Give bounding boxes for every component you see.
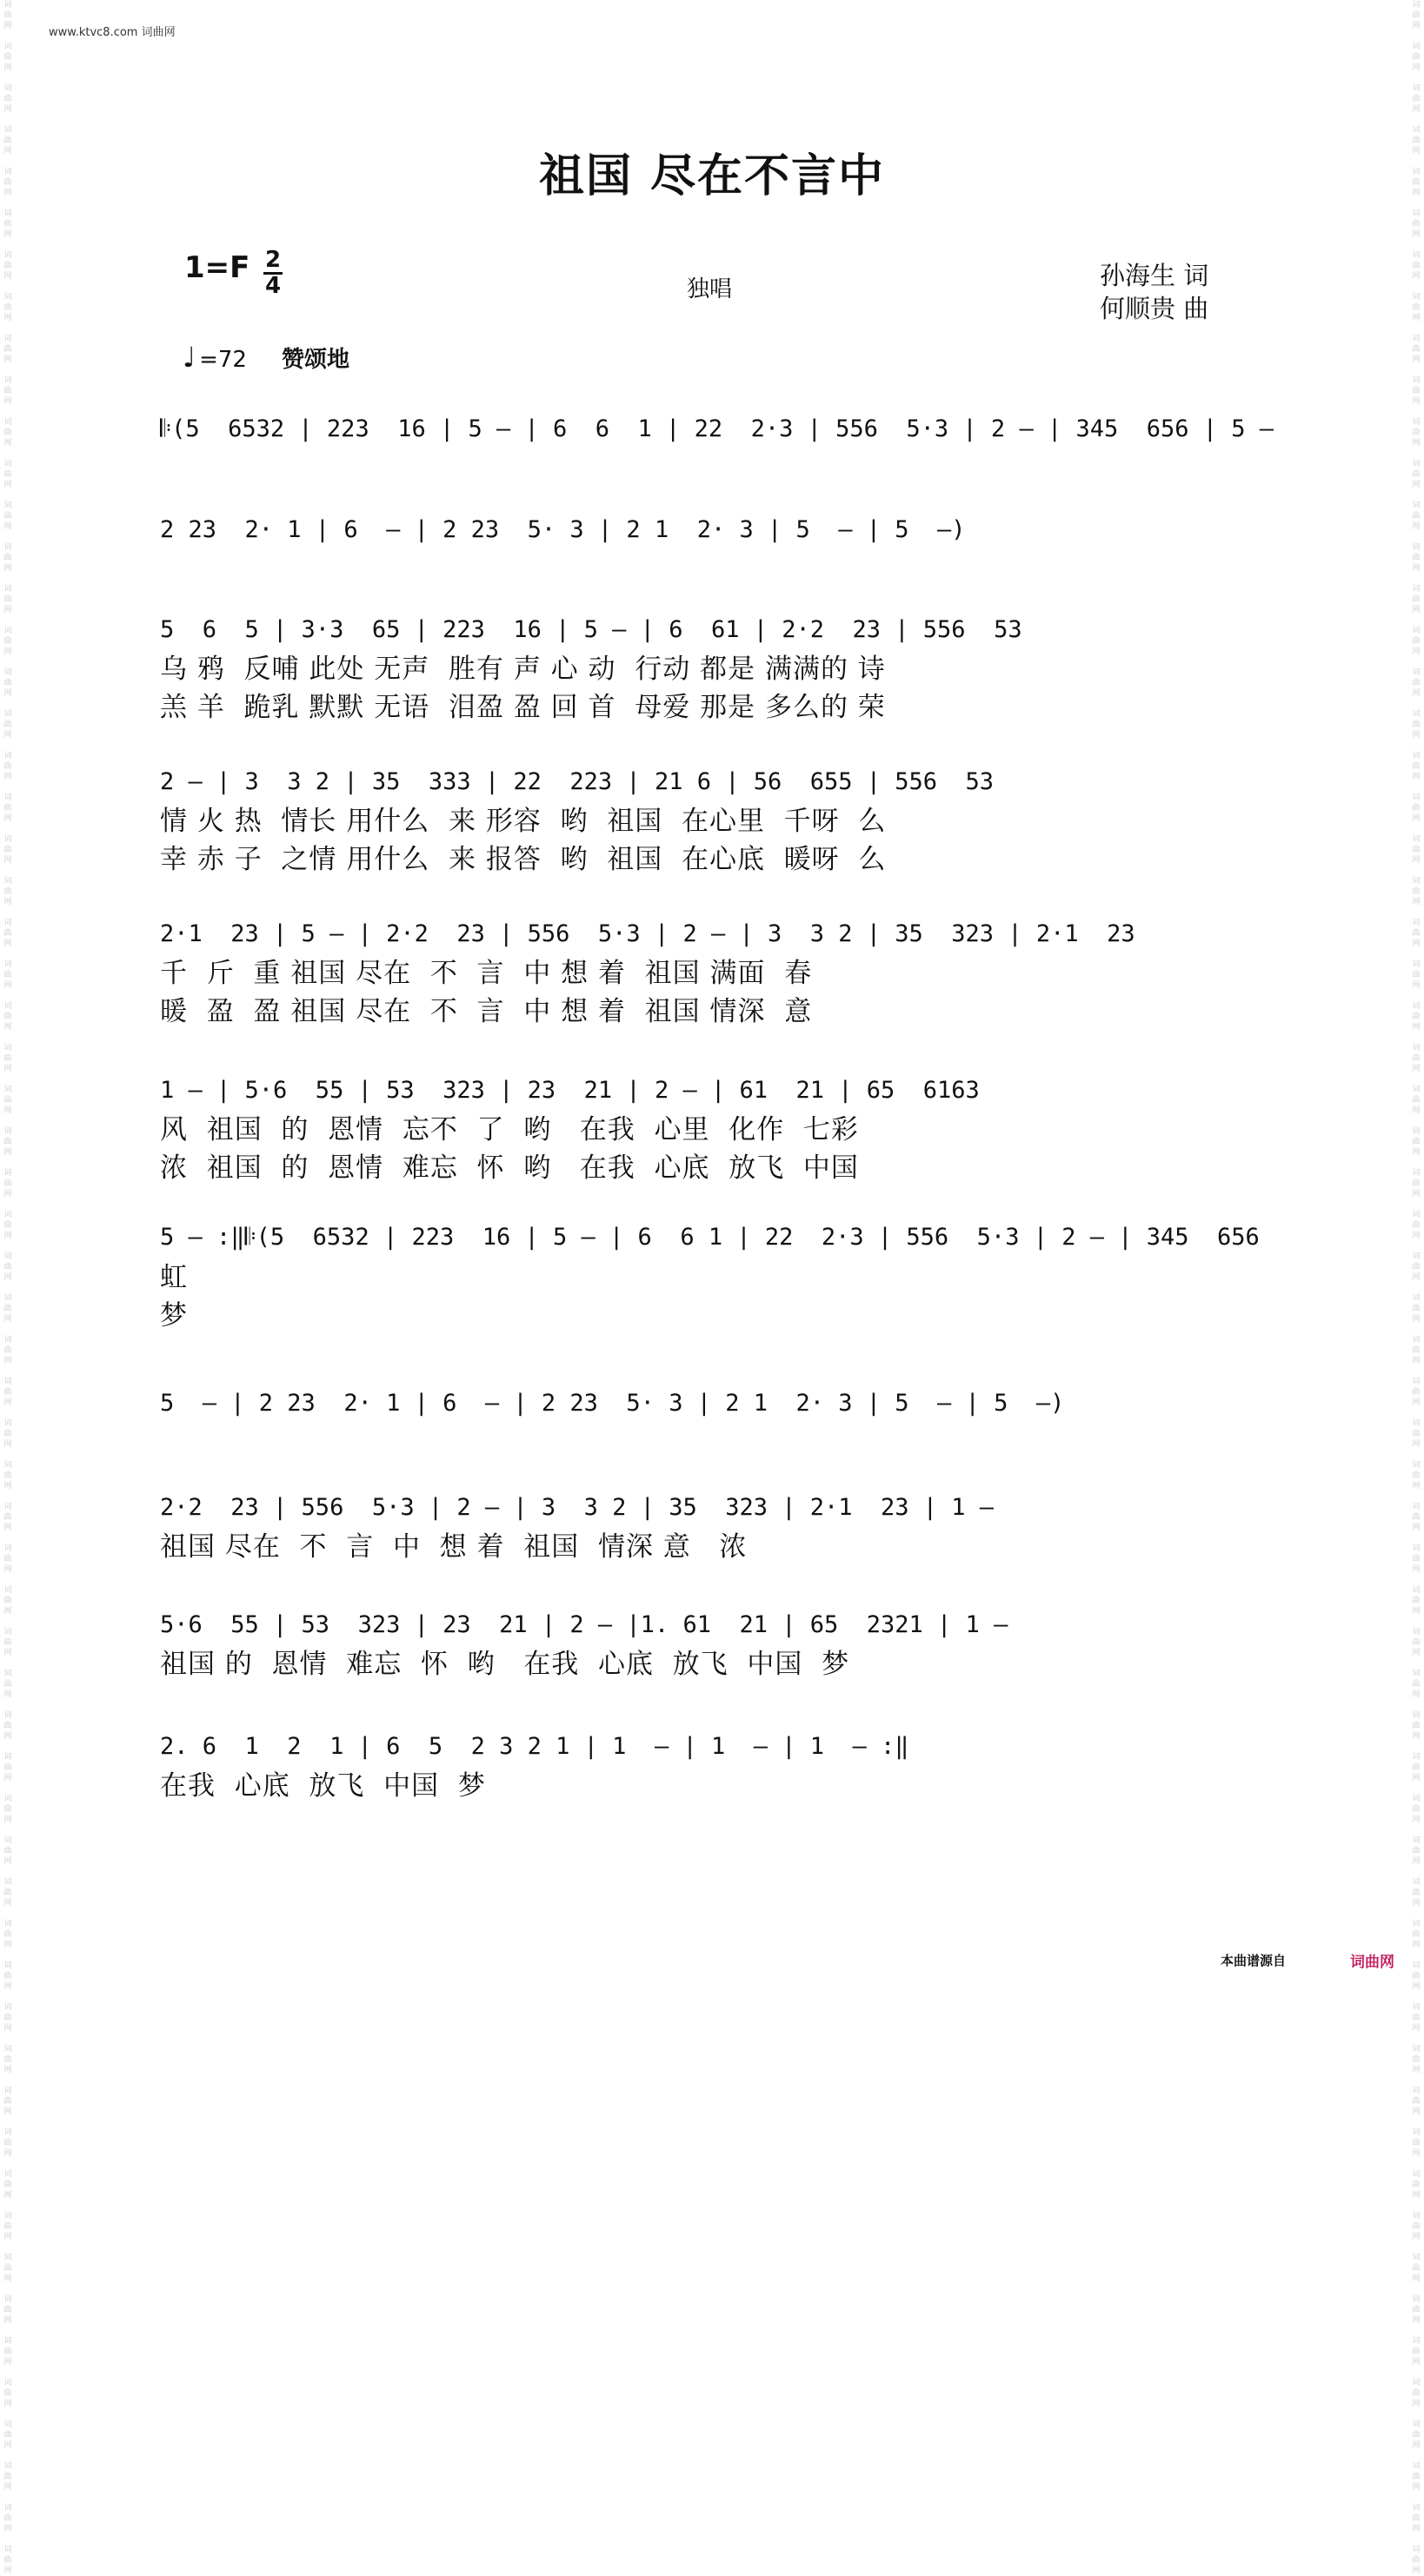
score-system — [160, 1069, 1268, 1187]
credits — [1100, 259, 1208, 325]
tempo-marking — [183, 341, 349, 374]
quarter-note-icon: ♩ — [183, 341, 196, 374]
composer: 何顺贵 曲 — [1100, 294, 1209, 323]
time-signature — [263, 249, 283, 298]
notation-line: 5 – | 2 23 2· 1 | 6 – | 2 23 5· 3 | 2 1 2· 3 | 5 – | 5 –) — [160, 1389, 1065, 1417]
site-url[interactable]: www.ktvc8.com 词曲网 — [49, 26, 176, 39]
score-system — [160, 1486, 1268, 1566]
lyric-line: 祖国 的 恩情 难忘 怀 哟 在我 心底 放飞 中国 梦 — [160, 1649, 850, 1680]
notation-line: 1 – | 5·6 55 | 53 323 | 23 21 | 2 – | 61 21 | 65 6163 — [160, 1076, 980, 1104]
score-system — [160, 408, 1274, 450]
lyric-line: 情 火 热 情长 用什么 来 形容 哟 祖国 在心里 千呀 么 — [160, 806, 887, 837]
tempo-value: =72 — [199, 347, 247, 373]
performance-mode: 独唱 — [687, 276, 733, 302]
notation-line: 2·1 23 | 5 – | 2·2 23 | 556 5·3 | 2 – | 3 3 2 | 35 323 | 2·1 23 — [160, 920, 1135, 947]
song-title: 祖国 尽在不言中 — [538, 149, 886, 202]
time-bottom: 4 — [264, 273, 282, 299]
lyric-line: 千 斤 重 祖国 尽在 不 言 中 想 着 祖国 满面 春 — [160, 958, 813, 989]
notation-line: 5·6 55 | 53 323 | 23 21 | 2 – |1. 61 21 | 65 2321 | 1 – — [160, 1610, 1008, 1638]
time-top: 2 — [264, 247, 282, 273]
lyric-line: 幸 赤 子 之情 用什么 来 报答 哟 祖国 在心底 暖呀 么 — [160, 844, 887, 875]
lyric-line: 羔 羊 跪乳 默默 无语 泪盈 盈 回 首 母爱 那是 多么的 荣 — [160, 692, 886, 723]
notation-line: 2. 6 1 2 1 | 6 5 2 3 2 1 | 1 – | 1 – | 1 – :‖ — [160, 1732, 909, 1760]
lyric-line: 乌 鸦 反哺 此处 无声 胜有 声 心 动 行动 都是 满满的 诗 — [160, 654, 886, 685]
notation-line: 2 23 2· 1 | 6 – | 2 23 5· 3 | 2 1 2· 3 | 5 – | 5 –) — [160, 515, 966, 543]
score-system — [160, 1217, 1268, 1335]
lyric-line: 风 祖国 的 恩情 忘不 了 哟 在我 心里 化作 七彩 — [160, 1114, 859, 1145]
score-system — [160, 1725, 1268, 1805]
footer-source: 本曲谱源自 — [1221, 1953, 1287, 1969]
side-watermark-left: 词 曲 网 词 曲 网 词 曲 网 词 曲 网 词 曲 网 词 曲 网 词 曲 网 词 曲 网 词 曲 网 词 曲 网 词 曲 网 词 曲 网 词 曲 网 词 曲 网 词 曲 网 词 曲 网 词 曲 网 词 曲 网 词 曲 网 词 曲 网 词 曲 网 词 曲 网 词 曲 网 词 曲 网 词 曲 网 词 曲 网 词 曲 网 词 曲 网 词 曲 网 词 曲 网 词 曲 网 词 曲 网 词 曲 网 词 曲 网 词 曲 网 词 曲 网 词 曲 网 词 曲 网 词 曲 网 词 曲 网 词 曲 网 词 曲 网 词 曲 网 词 曲 网 词 曲 网 词 曲 网 词 曲 网 词 曲 网 词 曲 网 词 曲 网 词 曲 网 词 曲 网 词 曲 网 词 曲 网 词 曲 网 词 曲 网 词 曲 网 词 曲 网 词 曲 网 词 曲 网 词 曲 网 词 曲 网 — [3, 1, 12, 2575]
lyric-line: 暖 盈 盈 祖国 尽在 不 言 中 想 着 祖国 情深 意 — [160, 996, 813, 1027]
score-system — [160, 608, 1268, 727]
score-system — [160, 508, 1268, 550]
side-watermark-right: 词 曲 网 词 曲 网 词 曲 网 词 曲 网 词 曲 网 词 曲 网 词 曲 网 词 曲 网 词 曲 网 词 曲 网 词 曲 网 词 曲 网 词 曲 网 词 曲 网 词 曲 网 词 曲 网 词 曲 网 词 曲 网 词 曲 网 词 曲 网 词 曲 网 词 曲 网 词 曲 网 词 曲 网 词 曲 网 词 曲 网 词 曲 网 词 曲 网 词 曲 网 词 曲 网 词 曲 网 词 曲 网 词 曲 网 词 曲 网 词 曲 网 词 曲 网 词 曲 网 词 曲 网 词 曲 网 词 曲 网 词 曲 网 词 曲 网 词 曲 网 词 曲 网 词 曲 网 词 曲 网 词 曲 网 词 曲 网 词 曲 网 词 曲 网 词 曲 网 词 曲 网 词 曲 网 词 曲 网 词 曲 网 词 曲 网 词 曲 网 词 曲 网 词 曲 网 词 曲 网 词 曲 网 词 曲 网 — [1412, 1, 1421, 2575]
score-system — [160, 1603, 1268, 1683]
notation-line: 5 – :‖𝄆(5 6532 | 223 16 | 5 – | 6 6 1 | 22 2·3 | 556 5·3 | 2 – | 345 656 — [160, 1224, 1260, 1251]
lyric-line: 祖国 尽在 不 言 中 想 着 祖国 情深 意 浓 — [160, 1531, 748, 1563]
score-system — [160, 913, 1268, 1031]
lyric-line: 在我 心底 放飞 中国 梦 — [160, 1770, 486, 1802]
score-system — [160, 1382, 1268, 1424]
lyricist: 孙海生 词 — [1100, 261, 1209, 290]
notation-line: 𝄆(5 6532 | 223 16 | 5 – | 6 6 1 | 22 2·3 | 556 5·3 | 2 – | 345 656 | 5 – — [160, 415, 1274, 442]
score-system — [160, 760, 1268, 879]
notation-line: 2·2 23 | 556 5·3 | 2 – | 3 3 2 | 35 323 | 2·1 23 | 1 – — [160, 1493, 995, 1521]
key-signature: 1=F — [184, 250, 250, 285]
lyric-line: 虹 — [160, 1262, 188, 1293]
footer-site[interactable]: 词曲网 — [1350, 1954, 1394, 1971]
tempo-expression: 赞颂地 — [281, 347, 349, 373]
notation-line: 5 6 5 | 3·3 65 | 223 16 | 5 – | 6 61 | 2·2 23 | 556 53 — [160, 615, 1022, 643]
lyric-line: 浓 祖国 的 恩情 难忘 怀 哟 在我 心底 放飞 中国 — [160, 1152, 859, 1184]
notation-line: 2 – | 3 3 2 | 35 333 | 22 223 | 21 6 | 56 655 | 556 53 — [160, 767, 995, 795]
lyric-line: 梦 — [160, 1300, 188, 1331]
